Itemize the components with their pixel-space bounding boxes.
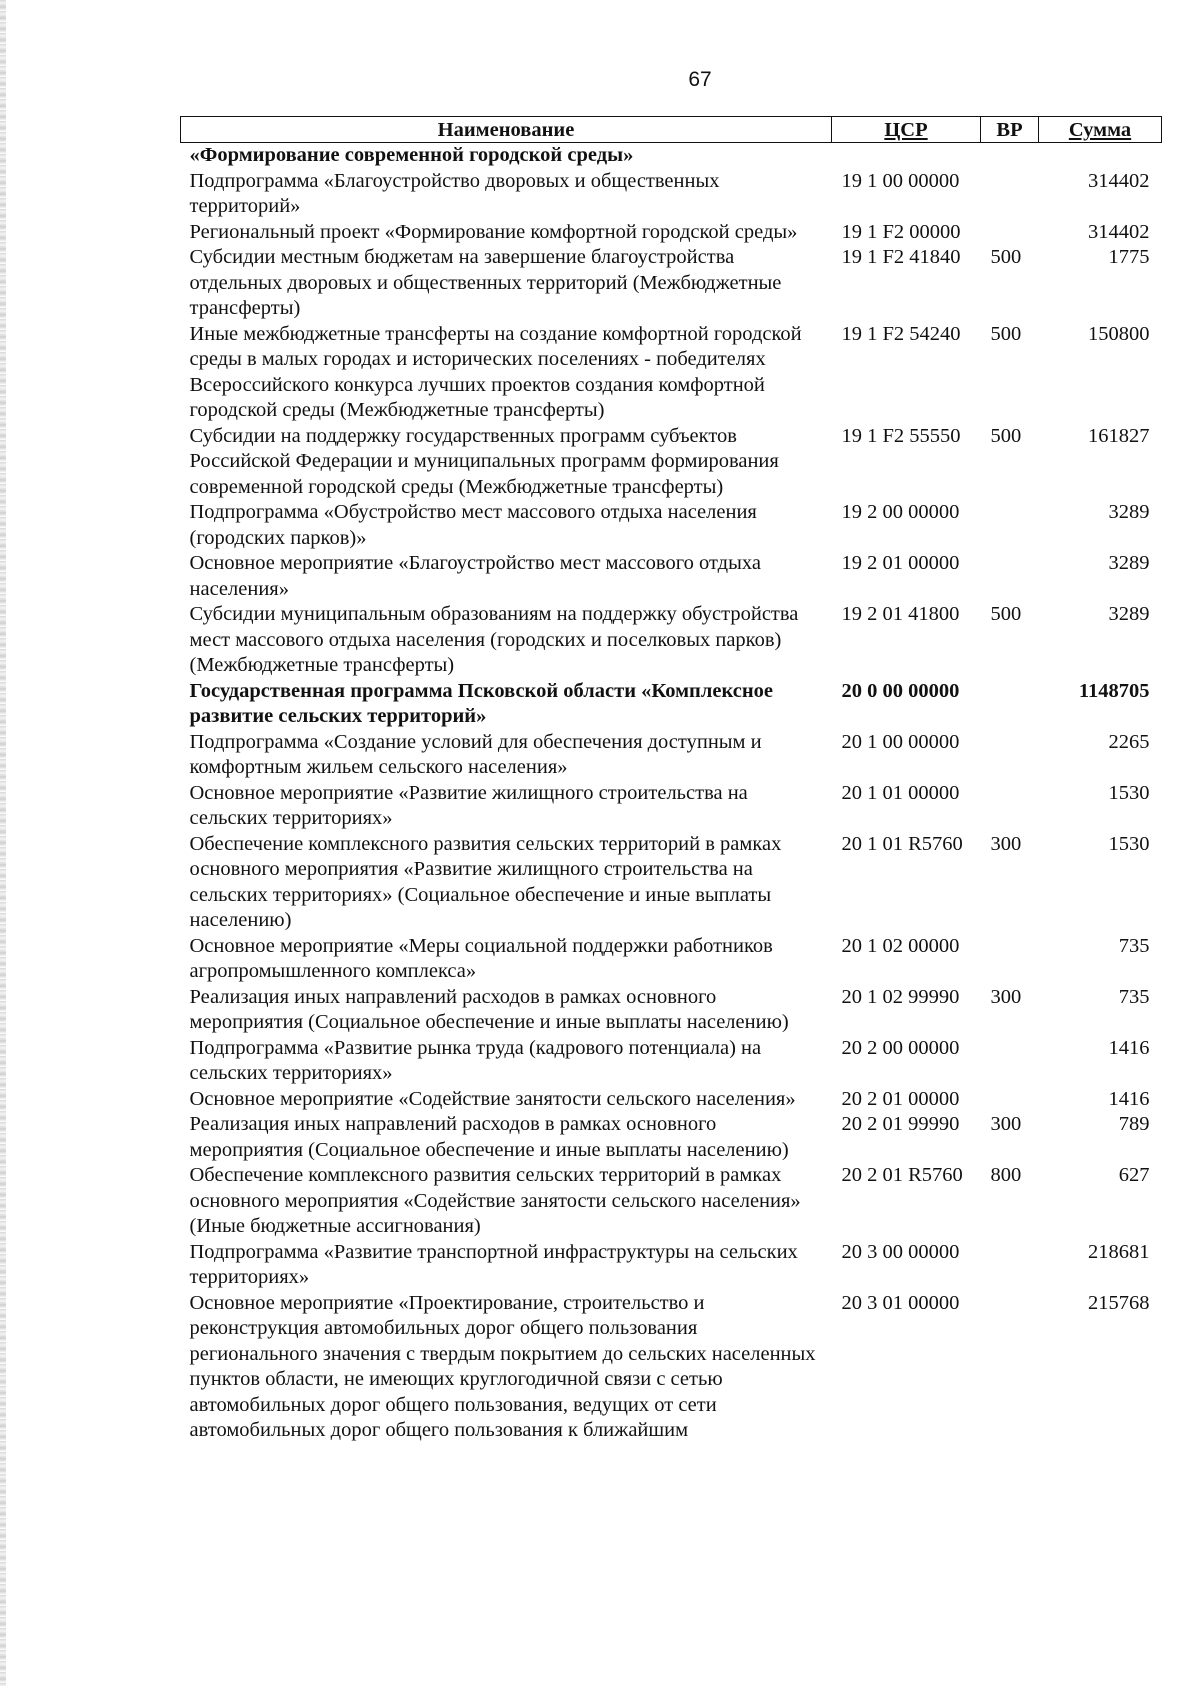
cell-csr: 20 3 00 00000 (841, 1240, 960, 1263)
cell-csr: 20 2 01 99990 (841, 1113, 960, 1135)
cell-csr: 19 2 00 00000 (841, 501, 960, 523)
cell-vr: 800 (990, 1164, 1022, 1186)
cell-sum: 314402 (1088, 220, 1150, 243)
column-header-vr-label: ВР (996, 118, 1023, 141)
scan-edge (0, 0, 6, 1686)
table-row (181, 1036, 1162, 1087)
cell-name: Основное мероприятие «Проектирование, строительство и реконструкция автомобильных дорог общего пользования регионального значения с твердым покрытием до сельских населенных пунктов области, не имеющих круглогодичной связи с сетью автомобильных дорог общего пользования, ведущих от сети автомобильных дорог общего пользования к ближайшим (189, 1291, 816, 1441)
cell-sum: 215768 (1088, 1291, 1150, 1314)
cell-sum: 3289 (1108, 552, 1150, 574)
column-header-vr (981, 117, 1039, 143)
cell-sum (1039, 143, 1162, 169)
column-header-sum (1039, 117, 1162, 143)
cell-vr: 300 (990, 985, 1022, 1008)
cell-name: Реализация иных направлений расходов в рамках основного мероприятия (Социальное обеспечение и иные выплаты населению) (189, 985, 789, 1033)
cell-sum: 1775 (1108, 246, 1150, 268)
cell-vr (981, 679, 1039, 730)
cell-csr: 20 1 01 00000 (841, 781, 960, 804)
cell-name: Обеспечение комплексного развития сельских территорий в рамках основного мероприятия «Содействие занятости сельского населения» (Иные бюджетные ассигнования) (189, 1164, 801, 1237)
cell-vr (981, 143, 1039, 169)
cell-sum: 218681 (1088, 1240, 1150, 1263)
cell-csr (832, 143, 981, 169)
cell-sum: 1416 (1108, 1036, 1150, 1059)
column-header-sum-label: Сумма (1068, 118, 1132, 141)
cell-sum: 3289 (1108, 501, 1150, 523)
cell-name: Региональный проект «Формирование комфортной городской среды» (189, 220, 798, 243)
cell-csr: 19 1 F2 00000 (841, 220, 961, 243)
cell-csr: 19 2 01 41800 (841, 603, 960, 625)
page-number: 67 (688, 68, 712, 91)
cell-sum: 2265 (1108, 730, 1150, 753)
cell-name: Основное мероприятие «Содействие занятости сельского населения» (189, 1087, 796, 1110)
table-row (181, 985, 1162, 1036)
cell-vr (981, 220, 1039, 246)
cell-csr: 20 1 02 99990 (841, 985, 960, 1008)
cell-vr: 500 (990, 322, 1022, 345)
column-header-name (181, 117, 832, 143)
table-row (181, 1112, 1162, 1163)
cell-name: Государственная программа Псковской области «Комплексное развитие сельских территорий» (189, 679, 774, 727)
cell-sum: 314402 (1088, 169, 1150, 192)
column-header-csr (832, 117, 981, 143)
table-row (181, 934, 1162, 985)
cell-name: Иные межбюджетные трансферты на создание комфортной городской среды в малых городах и исторических поселениях - победителях Всероссийского конкурса лучших проектов создания комфортной городской среды (Межбюджетные трансферты) (189, 322, 802, 421)
table-row (181, 1087, 1162, 1113)
cell-vr (981, 1291, 1039, 1444)
table-row (181, 730, 1162, 781)
table-row (181, 143, 1162, 169)
cell-name: Реализация иных направлений расходов в рамках основного мероприятия (Социальное обеспечение и иные выплаты населению) (189, 1113, 789, 1161)
cell-vr (981, 551, 1039, 602)
cell-sum: 735 (1118, 985, 1150, 1008)
cell-sum: 150800 (1088, 322, 1150, 345)
cell-name: Подпрограмма «Обустройство мест массового отдыха населения (городских парков)» (189, 501, 757, 549)
table-row (181, 169, 1162, 220)
cell-csr: 19 1 00 00000 (841, 169, 960, 192)
cell-csr: 20 2 01 00000 (841, 1087, 960, 1110)
cell-vr: 500 (990, 603, 1022, 625)
cell-vr: 300 (990, 832, 1022, 855)
cell-csr: 19 1 F2 54240 (841, 322, 961, 345)
cell-csr: 19 1 F2 41840 (841, 246, 961, 268)
cell-name: Подпрограмма «Развитие рынка труда (кадрового потенциала) на сельских территориях» (189, 1036, 762, 1084)
cell-vr (981, 730, 1039, 781)
table-row (181, 1163, 1162, 1240)
table-row (181, 500, 1162, 551)
cell-sum: 735 (1118, 934, 1150, 957)
cell-csr: 20 1 02 00000 (841, 934, 960, 957)
cell-vr (981, 781, 1039, 832)
table-row (181, 1291, 1162, 1444)
table-row (181, 551, 1162, 602)
cell-name: Подпрограмма «Благоустройство дворовых и общественных территорий» (189, 169, 720, 217)
cell-csr: 20 3 01 00000 (841, 1291, 960, 1314)
cell-vr (981, 1240, 1039, 1291)
cell-sum: 161827 (1088, 424, 1150, 447)
cell-sum: 1416 (1108, 1087, 1150, 1110)
cell-vr: 500 (990, 246, 1022, 268)
cell-name: Субсидии местным бюджетам на завершение благоустройства отдельных дворовых и общественных территорий (Межбюджетные трансферты) (189, 246, 782, 319)
cell-vr: 500 (990, 424, 1022, 447)
cell-vr: 300 (990, 1113, 1022, 1135)
budget-table (180, 116, 1162, 1444)
cell-sum: 627 (1118, 1164, 1150, 1186)
cell-name: Обеспечение комплексного развития сельских территорий в рамках основного мероприятия «Развитие жилищного строительства на сельских территориях» (Социальное обеспечение и иные выплаты населению) (189, 832, 782, 931)
cell-name: Основное мероприятие «Благоустройство мест массового отдыха населения» (189, 552, 761, 600)
cell-name: Подпрограмма «Создание условий для обеспечения доступным и комфортным жильем сельского населения» (189, 730, 762, 778)
cell-sum: 789 (1118, 1113, 1150, 1135)
cell-vr (981, 1087, 1039, 1113)
cell-vr (981, 169, 1039, 220)
cell-sum: 1530 (1108, 781, 1150, 804)
cell-csr: 20 2 01 R5760 (841, 1164, 963, 1186)
table-row (181, 781, 1162, 832)
column-header-csr-label: ЦСР (884, 118, 928, 141)
cell-csr: 19 2 01 00000 (841, 552, 960, 574)
cell-name: Основное мероприятие «Меры социальной поддержки работников агропромышленного комплекса» (189, 934, 773, 982)
cell-name: Субсидии муниципальным образованиям на поддержку обустройства мест массового отдыха населения (городских и поселковых парков) (Межбюджетные трансферты) (189, 603, 799, 676)
cell-sum: 1148705 (1078, 679, 1150, 702)
table-row (181, 1240, 1162, 1291)
cell-vr (981, 500, 1039, 551)
column-header-name-label: Наименование (437, 118, 575, 141)
table-row (181, 602, 1162, 679)
cell-sum: 3289 (1108, 603, 1150, 625)
cell-name: Подпрограмма «Развитие транспортной инфраструктуры на сельских территориях» (189, 1240, 798, 1288)
cell-vr (981, 934, 1039, 985)
cell-csr: 20 0 00 00000 (841, 679, 960, 702)
table-header-row (181, 117, 1162, 143)
cell-sum: 1530 (1108, 832, 1150, 855)
cell-name: Субсидии на поддержку государственных программ субъектов Российской Федерации и муниципальных программ формирования современной городской среды (Межбюджетные трансферты) (189, 424, 779, 498)
cell-csr: 20 1 01 R5760 (841, 832, 963, 855)
cell-vr (981, 1036, 1039, 1087)
table-row (181, 679, 1162, 730)
table-row (181, 322, 1162, 424)
cell-csr: 19 1 F2 55550 (841, 424, 961, 447)
cell-name: Основное мероприятие «Развитие жилищного строительства на сельских территориях» (189, 781, 748, 829)
table-row (181, 245, 1162, 322)
table-body (181, 143, 1162, 1444)
cell-csr: 20 2 00 00000 (841, 1036, 960, 1059)
cell-name: «Формирование современной городской среды» (189, 144, 634, 166)
cell-csr: 20 1 00 00000 (841, 730, 960, 753)
table-row (181, 832, 1162, 934)
table-row (181, 220, 1162, 246)
table-row (181, 424, 1162, 501)
